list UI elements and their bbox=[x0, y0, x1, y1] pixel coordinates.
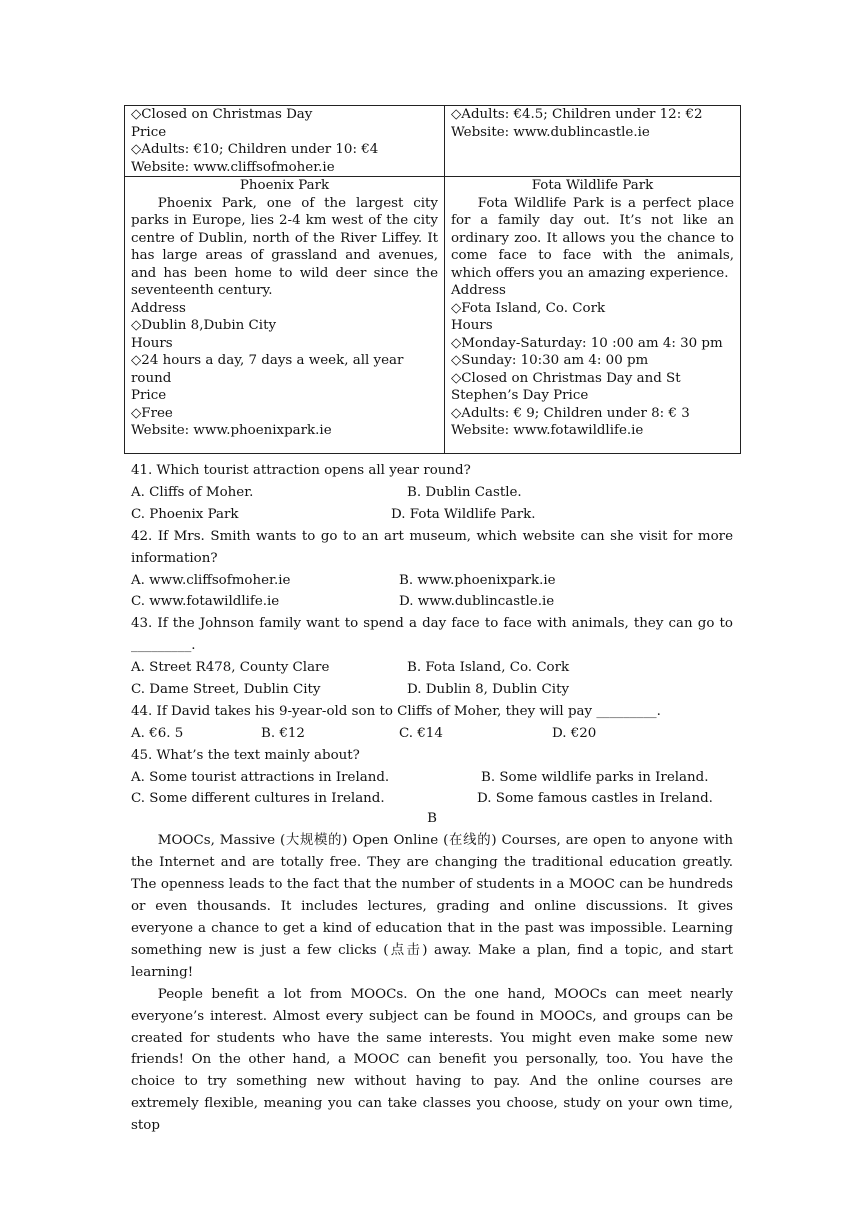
website-line: Website: www.cliffsofmoher.ie bbox=[131, 159, 335, 175]
options-row bbox=[131, 767, 733, 789]
reading-passage-b bbox=[131, 808, 733, 1137]
hours-line: ◇24 hours a day, 7 days a week, all year round bbox=[131, 353, 404, 386]
option-b: B. Some wildlife parks in Ireland. bbox=[481, 769, 709, 785]
website-line: Website: www.phoenixpark.ie bbox=[131, 423, 332, 438]
passage-paragraph: MOOCs, Massive (大规模的) Open Online (在线的) Courses, are open to anyone with the Internet and are totally free. They are changing the traditional education greatly. The openness leads to the fact that the number of students in a MOOC can be hundreds or even thousands. It includes lectures, grading and online discussions. It gives everyone a chance to get a kind of education that in the past was impossible. Learning something new is just a few clicks (点击) away. Make a plan, find a topic, and start learning! bbox=[131, 832, 733, 980]
option-c: C. €14 bbox=[399, 725, 443, 741]
option-c: C. Phoenix Park bbox=[131, 506, 239, 522]
closed-line: ◇Closed on Christmas Day and St Stephen’s Day Price bbox=[451, 370, 681, 403]
address-label: Address bbox=[451, 283, 506, 298]
table-row bbox=[125, 106, 741, 177]
option-a: A. www.cliffsofmoher.ie bbox=[131, 572, 291, 588]
option-a: A. Street R478, County Clare bbox=[131, 660, 330, 676]
hours-line: ◇Sunday: 10:30 am 4: 00 pm bbox=[451, 353, 649, 368]
options-row bbox=[131, 482, 733, 504]
options-row bbox=[131, 504, 733, 526]
questions-section bbox=[131, 460, 733, 810]
price-line: ◇Adults: €10; Children under 10: €4 bbox=[131, 142, 379, 157]
fota-wildlife-park-cell bbox=[445, 177, 741, 454]
hours-line: ◇Monday-Saturday: 10 :00 am 4: 30 pm bbox=[451, 335, 723, 351]
hours-label: Hours bbox=[451, 318, 493, 333]
option-d: D. www.dublincastle.ie bbox=[399, 594, 555, 610]
price-label: Price bbox=[131, 388, 167, 403]
question-stem: 45. What’s the text mainly about? bbox=[131, 747, 360, 763]
question-stem: 41. Which tourist attraction opens all year round? bbox=[131, 463, 471, 478]
options-row bbox=[131, 570, 733, 592]
attraction-title: Fota Wildlife Park bbox=[531, 178, 654, 193]
option-c: C. www.fotawildlife.ie bbox=[131, 594, 280, 610]
section-letter: B bbox=[427, 811, 437, 826]
phoenix-park-cell bbox=[125, 177, 445, 454]
price-line: ◇Free bbox=[131, 405, 173, 421]
price-line: ◇Adults: €4.5; Children under 12: €2 bbox=[451, 107, 703, 122]
question-stem: 43. If the Johnson family want to spend a day face to face with animals, they can go to _________. bbox=[131, 616, 733, 654]
option-d: D. Dublin 8, Dublin City bbox=[407, 681, 570, 697]
option-d: D. €20 bbox=[552, 725, 597, 741]
option-a: A. Cliffs of Moher. bbox=[131, 484, 254, 500]
option-a: A. Some tourist attractions in Ireland. bbox=[131, 769, 390, 785]
address-line: ◇Dublin 8,Dubin City bbox=[131, 318, 277, 333]
options-row bbox=[131, 591, 733, 613]
attractions-table bbox=[124, 105, 741, 454]
attraction-title: Phoenix Park bbox=[239, 178, 330, 193]
options-row bbox=[131, 657, 733, 679]
options-row bbox=[131, 723, 733, 745]
hours-label: Hours bbox=[131, 335, 173, 351]
website-line: Website: www.dublincastle.ie bbox=[451, 124, 650, 140]
closed-line: ◇Closed on Christmas Day bbox=[131, 107, 313, 122]
option-b: B. €12 bbox=[261, 725, 305, 741]
option-b: B. Dublin Castle. bbox=[407, 484, 522, 500]
question-stem: 44. If David takes his 9-year-old son to Cliffs of Moher, they will pay _________. bbox=[131, 703, 661, 719]
option-b: B. Fota Island, Co. Cork bbox=[407, 660, 570, 676]
attraction-intro: Fota Wildlife Park is a perfect place for a family day out. It’s not like an ordinary zoo. It allows you the chance to come face to face with the animals, which offers you an amazing experience. bbox=[451, 195, 734, 281]
option-d: D. Some famous castles in Ireland. bbox=[477, 791, 713, 807]
price-label: Price bbox=[131, 124, 167, 140]
address-line: ◇Fota Island, Co. Cork bbox=[451, 300, 606, 316]
table-row bbox=[125, 177, 741, 454]
address-label: Address bbox=[131, 300, 186, 316]
option-c: C. Dame Street, Dublin City bbox=[131, 681, 321, 697]
dublin-castle-cell bbox=[445, 106, 741, 177]
option-b: B. www.phoenixpark.ie bbox=[399, 572, 556, 588]
passage-paragraph: People benefit a lot from MOOCs. On the one hand, MOOCs can meet nearly everyone’s interest. Almost every subject can be found in MOOCs, and groups can be created for students who have the same interests. You might even make some new friends! On the other hand, a MOOC can benefit you personally, too. You have the choice to try something new without having to pay. And the online courses are extremely flexible, meaning you can take classes you choose, study on your own time, stop bbox=[131, 986, 733, 1134]
options-row bbox=[131, 679, 733, 701]
question-stem: 42. If Mrs. Smith wants to go to an art museum, which website can she visit for more information? bbox=[131, 528, 733, 566]
website-line: Website: www.fotawildlife.ie bbox=[451, 423, 644, 438]
option-c: C. Some different cultures in Ireland. bbox=[131, 791, 385, 807]
price-line: ◇Adults: € 9; Children under 8: € 3 bbox=[451, 405, 690, 421]
option-a: A. €6. 5 bbox=[131, 725, 184, 741]
cliffs-of-moher-cell bbox=[125, 106, 445, 177]
option-d: D. Fota Wildlife Park. bbox=[391, 506, 536, 522]
attraction-intro: Phoenix Park, one of the largest city parks in Europe, lies 2-4 km west of the city centre of Dublin, north of the River Liffey. It has large areas of grassland and avenues, and has been home to wild deer since the seventeenth century. bbox=[131, 195, 438, 298]
